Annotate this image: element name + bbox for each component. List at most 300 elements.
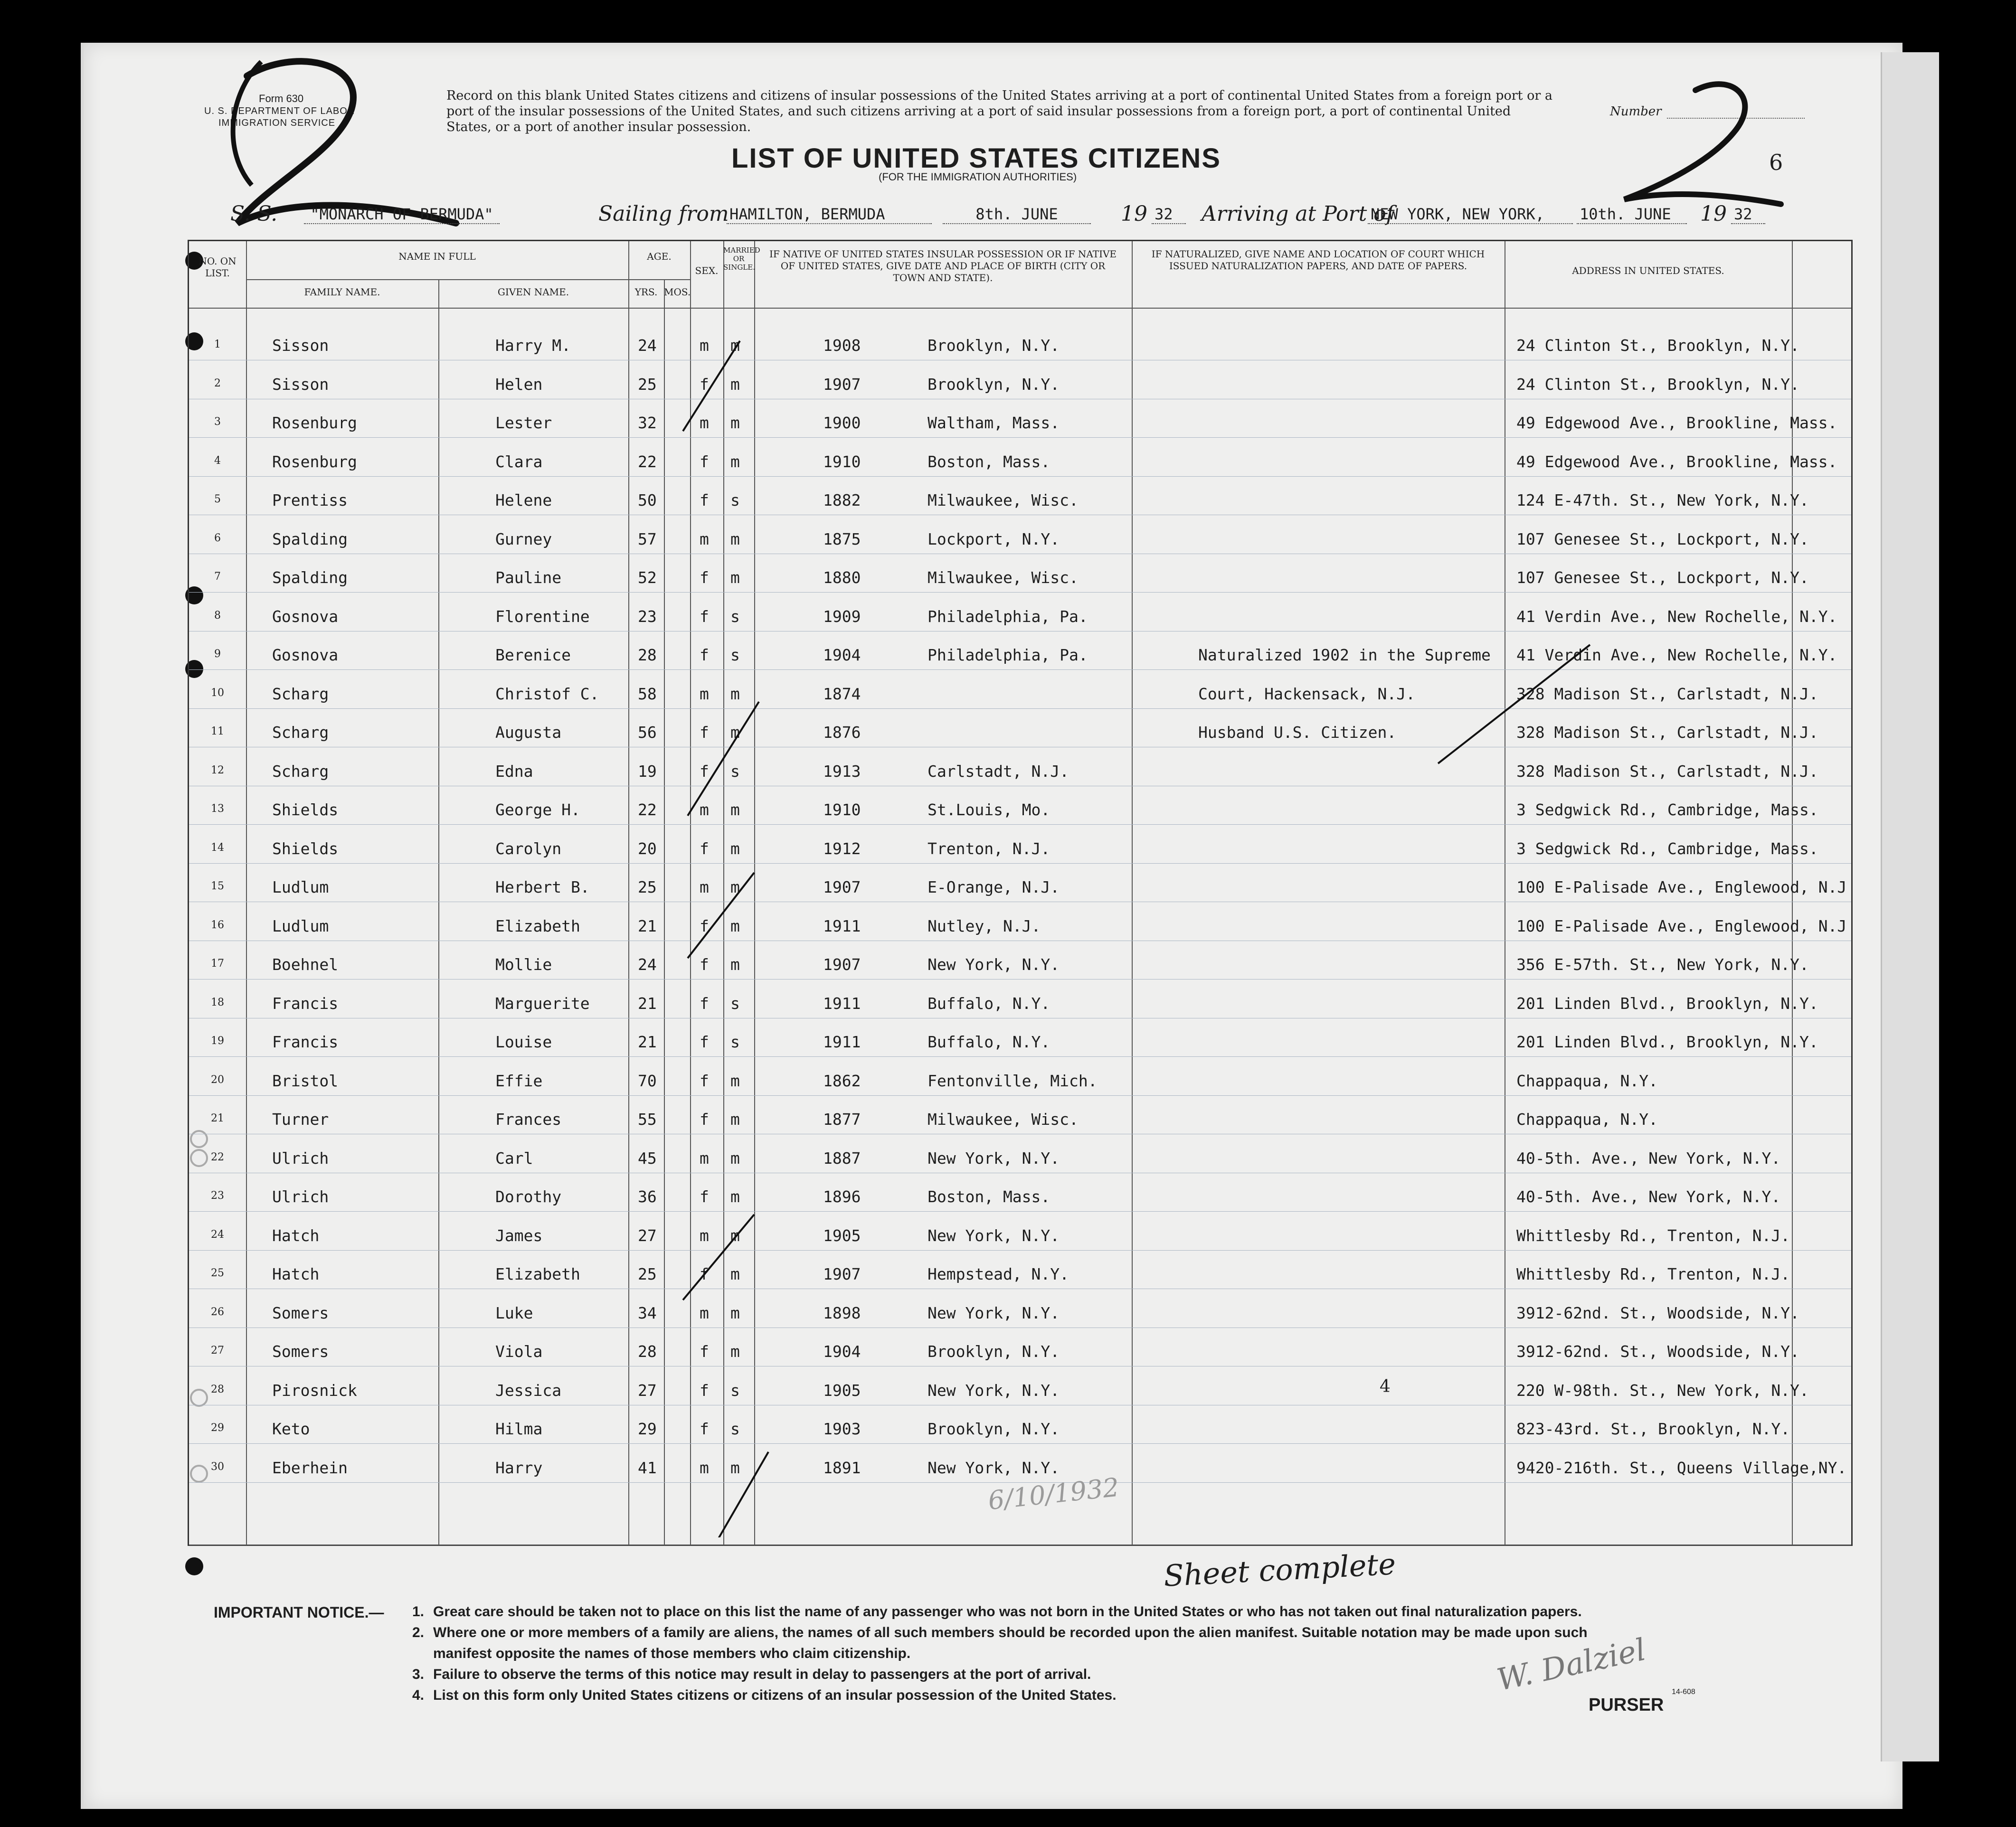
cell-year: 1907 — [823, 878, 861, 896]
cell-addr: Whittlesby Rd., Trenton, N.J. — [1516, 1226, 1790, 1245]
cell-given: Helen — [495, 375, 543, 394]
header-sex: SEX. — [695, 265, 719, 276]
cell-year: 1907 — [823, 375, 861, 394]
cell-addr: 201 Linden Blvd., Brooklyn, N.Y. — [1516, 994, 1818, 1013]
cell-sex: f — [700, 568, 709, 587]
cell-addr: 328 Madison St., Carlstadt, N.J. — [1516, 684, 1818, 703]
cell-family: Francis — [272, 1033, 339, 1051]
row-number: 18 — [211, 996, 224, 1008]
cell-place: New York, N.Y. — [928, 1458, 1060, 1477]
cell-given: Harry M. — [495, 336, 571, 355]
cell-family: Hatch — [272, 1226, 320, 1245]
sailing-from-label: Sailing from — [598, 202, 729, 226]
cell-given: Christof C. — [495, 684, 599, 703]
row-number: 1 — [214, 339, 221, 350]
row-rule — [189, 476, 1851, 477]
cell-year: 1896 — [823, 1187, 861, 1206]
cell-family: Scharg — [272, 684, 329, 703]
cell-place: Buffalo, N.Y. — [928, 994, 1051, 1013]
cell-place: Lockport, N.Y. — [928, 529, 1060, 548]
row-number: 30 — [211, 1460, 224, 1473]
cell-given: James — [495, 1226, 543, 1245]
cell-ms: s — [730, 491, 740, 509]
service-name: IMMIGRATION SERVICE — [218, 118, 336, 128]
cell-addr: 107 Genesee St., Lockport, N.Y. — [1516, 529, 1809, 548]
row-number: 9 — [214, 648, 221, 660]
cell-given: Effie — [495, 1071, 543, 1090]
cell-age: 24 — [638, 955, 657, 974]
purser-signature: W. Dalziel — [1494, 1632, 1649, 1698]
cell-ms: s — [730, 1381, 740, 1400]
cell-place: Milwaukee, Wisc. — [928, 1110, 1079, 1129]
cell-age: 21 — [638, 1033, 657, 1051]
cell-ms: m — [730, 800, 740, 819]
row-number: 12 — [211, 764, 224, 776]
cell-year: 1903 — [823, 1420, 861, 1438]
arrival-year: 32 — [1731, 205, 1765, 224]
cell-sex: f — [700, 491, 709, 509]
cell-addr: Chappaqua, N.Y. — [1516, 1110, 1658, 1129]
cell-addr: 100 E-Palisade Ave., Englewood, N.J — [1516, 878, 1847, 896]
cell-addr: 41 Verdin Ave., New Rochelle, N.Y. — [1516, 607, 1837, 626]
cell-family: Scharg — [272, 723, 329, 742]
check-marks — [678, 312, 773, 1537]
cell-ms: m — [730, 529, 740, 548]
cell-family: Spalding — [272, 568, 348, 587]
cell-given: Gurney — [495, 529, 552, 548]
cell-place: Trenton, N.J. — [928, 839, 1051, 858]
cell-sex: f — [700, 1420, 709, 1438]
cell-sex: m — [700, 1149, 709, 1168]
row-number: 14 — [211, 841, 224, 854]
cell-ms: m — [730, 1110, 740, 1129]
cell-sex: m — [700, 800, 709, 819]
header-birth: IF NATIVE OF UNITED STATES INSULAR POSSESSION OR IF NATIVE OF UNITED STATES, GIVE DATE AND PLACE OF BIRTH (CITY OR TOWN AND STATE). — [769, 248, 1117, 283]
cell-family: Rosenburg — [272, 452, 357, 471]
notice-item-text: List on this form only United States citizens or citizens of an insular possession of the United States. — [433, 1687, 1117, 1703]
cell-place: Milwaukee, Wisc. — [928, 491, 1079, 509]
form-instructions: Record on this blank United States citizens and citizens of insular possessions of the United States arriving at a port of continental United States from a foreign port or a port of the insular possessions of the United States, and such citizens arriving at a port of said insular possessions from a foreign port, a port of continental United States, or a port of another insular possession. — [446, 88, 1552, 134]
cell-sex: f — [700, 1033, 709, 1051]
notice-heading: IMPORTANT NOTICE.— — [214, 1604, 384, 1621]
notice-item-number: 3. — [412, 1667, 425, 1682]
arrival-port: NEW YORK, NEW YORK, — [1368, 205, 1573, 224]
cell-age: 24 — [638, 336, 657, 355]
cell-sex: f — [700, 916, 709, 935]
row-number: 22 — [211, 1151, 224, 1163]
cell-place: New York, N.Y. — [928, 955, 1060, 974]
cell-family: Prentiss — [272, 491, 348, 509]
cell-family: Turner — [272, 1110, 329, 1129]
departure-port: HAMILTON, BERMUDA — [727, 205, 932, 224]
cell-year: 1904 — [823, 1342, 861, 1361]
cell-age: 21 — [638, 916, 657, 935]
cell-family: Ulrich — [272, 1149, 329, 1168]
cell-ms: m — [730, 452, 740, 471]
cell-addr: 124 E-47th. St., New York, N.Y. — [1516, 491, 1809, 509]
cell-family: Ludlum — [272, 916, 329, 935]
cell-given: Helene — [495, 491, 552, 509]
cell-ms: m — [730, 1226, 740, 1245]
cell-given: Elizabeth — [495, 916, 580, 935]
cell-addr: 328 Madison St., Carlstadt, N.J. — [1516, 762, 1818, 781]
cell-addr: Chappaqua, N.Y. — [1516, 1071, 1658, 1090]
cell-age: 27 — [638, 1381, 657, 1400]
cell-ms: s — [730, 646, 740, 664]
row-number: 10 — [211, 687, 224, 699]
cell-addr: Whittlesby Rd., Trenton, N.J. — [1516, 1265, 1790, 1283]
cell-year: 1875 — [823, 529, 861, 548]
departure-date: 8th. JUNE — [943, 205, 1091, 224]
cell-place: Brooklyn, N.Y. — [928, 336, 1060, 355]
cell-place: Carlstadt, N.J. — [928, 762, 1070, 781]
cell-ms: m — [730, 916, 740, 935]
cell-place: Philadelphia, Pa. — [928, 646, 1088, 664]
date-stamp: 6/10/1932 — [986, 1472, 1121, 1516]
header-name-in-full: NAME IN FULL — [398, 251, 476, 262]
cell-place: Philadelphia, Pa. — [928, 607, 1088, 626]
cell-ms: m — [730, 878, 740, 896]
cell-year: 1876 — [823, 723, 861, 742]
cell-family: Spalding — [272, 529, 348, 548]
cell-family: Eberhein — [272, 1458, 348, 1477]
row-number: 15 — [211, 880, 224, 892]
cell-age: 19 — [638, 762, 657, 781]
cell-sex: f — [700, 839, 709, 858]
cell-nat: Husband U.S. Citizen. — [1198, 723, 1397, 742]
cell-sex: m — [700, 414, 709, 432]
cell-place: New York, N.Y. — [928, 1149, 1060, 1168]
header-given-name: GIVEN NAME. — [497, 286, 569, 298]
cell-age: 50 — [638, 491, 657, 509]
cell-ms: s — [730, 994, 740, 1013]
naturalization-check-mark — [1433, 635, 1595, 768]
cell-age: 41 — [638, 1458, 657, 1477]
cell-age: 58 — [638, 684, 657, 703]
row-rule — [189, 592, 1851, 593]
cell-family: Keto — [272, 1420, 310, 1438]
row-rule — [189, 1250, 1851, 1251]
arrival-date: 10th. JUNE — [1577, 205, 1687, 224]
cell-place: New York, N.Y. — [928, 1381, 1060, 1400]
sheet-number: 6 — [1769, 150, 1783, 175]
cell-nat: Naturalized 1902 in the Supreme — [1198, 646, 1491, 664]
header-months: MOS. — [664, 286, 691, 298]
row-rule — [189, 708, 1851, 709]
cell-ms: m — [730, 1265, 740, 1283]
cell-addr: 356 E-57th. St., New York, N.Y. — [1516, 955, 1809, 974]
cell-given: Lester — [495, 414, 552, 432]
cell-nat: Court, Hackensack, N.J. — [1198, 684, 1415, 703]
cell-family: Shields — [272, 800, 339, 819]
cell-year: 1882 — [823, 491, 861, 509]
cell-given: Edna — [495, 762, 533, 781]
cell-age: 25 — [638, 878, 657, 896]
cell-addr: 24 Clinton St., Brooklyn, N.Y. — [1516, 336, 1800, 355]
cell-addr: 3912-62nd. St., Woodside, N.Y. — [1516, 1342, 1800, 1361]
cell-year: 1911 — [823, 1033, 861, 1051]
cell-given: Berenice — [495, 646, 571, 664]
arrival-year-prefix: 19 — [1700, 202, 1727, 226]
row-rule — [189, 1443, 1851, 1444]
cell-family: Sisson — [272, 375, 329, 394]
header-age: AGE. — [647, 251, 672, 262]
cell-place: Brooklyn, N.Y. — [928, 1342, 1060, 1361]
cell-year: 1891 — [823, 1458, 861, 1477]
cell-family: Ulrich — [272, 1187, 329, 1206]
cell-sex: f — [700, 955, 709, 974]
row-number: 11 — [211, 725, 224, 737]
row-number: 2 — [214, 377, 221, 389]
cell-sex: f — [700, 375, 709, 394]
header-married-single: MARRIED OR SINGLE. — [723, 246, 760, 272]
cell-addr: 24 Clinton St., Brooklyn, N.Y. — [1516, 375, 1800, 394]
cell-sex: f — [700, 994, 709, 1013]
row-number: 19 — [211, 1035, 224, 1047]
cell-sex: f — [700, 1342, 709, 1361]
cell-addr: 220 W-98th. St., New York, N.Y. — [1516, 1381, 1809, 1400]
ship-name: "MONARCH OF BERMUDA" — [304, 205, 500, 224]
cell-year: 1874 — [823, 684, 861, 703]
row-rule — [189, 1211, 1851, 1212]
row-number: 17 — [211, 958, 224, 970]
cell-given: Clara — [495, 452, 543, 471]
cell-sex: m — [700, 684, 709, 703]
cell-year: 1904 — [823, 646, 861, 664]
cell-year: 1880 — [823, 568, 861, 587]
row-number: 21 — [211, 1112, 224, 1124]
cell-given: Elizabeth — [495, 1265, 580, 1283]
row-number: 28 — [211, 1383, 224, 1395]
cell-place: Brooklyn, N.Y. — [928, 1420, 1060, 1438]
cell-ms: s — [730, 607, 740, 626]
passenger-table — [188, 240, 1853, 1546]
cell-age: 25 — [638, 1265, 657, 1283]
cell-given: Louise — [495, 1033, 552, 1051]
cell-addr: 40-5th. Ave., New York, N.Y. — [1516, 1187, 1781, 1206]
cell-age: 28 — [638, 1342, 657, 1361]
cell-place: Fentonville, Mich. — [928, 1071, 1098, 1090]
page-title: LIST OF UNITED STATES CITIZENS — [731, 143, 1221, 174]
cell-year: 1900 — [823, 414, 861, 432]
cell-age: 56 — [638, 723, 657, 742]
cell-age: 45 — [638, 1149, 657, 1168]
cell-place: New York, N.Y. — [928, 1303, 1060, 1322]
cell-sex: m — [700, 336, 709, 355]
cell-year: 1911 — [823, 994, 861, 1013]
cell-family: Boehnel — [272, 955, 339, 974]
cell-given: Luke — [495, 1303, 533, 1322]
cell-given: Mollie — [495, 955, 552, 974]
cell-addr: 9420-216th. St., Queens Village,NY. — [1516, 1458, 1847, 1477]
cell-age: 22 — [638, 800, 657, 819]
cell-ms: m — [730, 1187, 740, 1206]
cell-given: Dorothy — [495, 1187, 562, 1206]
cell-family: Bristol — [272, 1071, 339, 1090]
row-number: 4 — [214, 454, 221, 467]
cell-age: 27 — [638, 1226, 657, 1245]
cell-age: 52 — [638, 568, 657, 587]
cell-sex: m — [700, 1303, 709, 1322]
cell-sex: f — [700, 762, 709, 781]
cell-place: Milwaukee, Wisc. — [928, 568, 1079, 587]
cell-year: 1911 — [823, 916, 861, 935]
form-number: Form 630 — [259, 93, 304, 104]
row-rule — [189, 437, 1851, 438]
cell-place: New York, N.Y. — [928, 1226, 1060, 1245]
row-number: 3 — [214, 416, 221, 428]
row-rule — [189, 1095, 1851, 1096]
cell-age: 20 — [638, 839, 657, 858]
row-number: 8 — [214, 609, 221, 622]
departure-year-prefix: 19 — [1121, 202, 1147, 226]
cell-year: 1912 — [823, 839, 861, 858]
cell-family: Somers — [272, 1303, 329, 1322]
cell-year: 1905 — [823, 1226, 861, 1245]
cell-given: Viola — [495, 1342, 543, 1361]
cell-given: Herbert B. — [495, 878, 590, 896]
cell-given: Frances — [495, 1110, 562, 1129]
cell-given: Carolyn — [495, 839, 562, 858]
cell-year: 1909 — [823, 607, 861, 626]
cell-ms: m — [730, 568, 740, 587]
form-code: 14-608 — [1672, 1688, 1695, 1696]
cell-ms: m — [730, 955, 740, 974]
row-number: 24 — [211, 1228, 224, 1241]
cell-given: Florentine — [495, 607, 590, 626]
cell-place: Waltham, Mass. — [928, 414, 1060, 432]
header-years: YRS. — [634, 286, 658, 298]
row-number: 27 — [211, 1345, 224, 1356]
row-rule — [189, 824, 1851, 825]
cell-family: Rosenburg — [272, 414, 357, 432]
cell-year: 1905 — [823, 1381, 861, 1400]
cell-year: 1908 — [823, 336, 861, 355]
cell-sex: f — [700, 1187, 709, 1206]
purser-label: PURSER — [1589, 1695, 1664, 1715]
header-naturalization: IF NATURALIZED, GIVE NAME AND LOCATION OF COURT WHICH ISSUED NATURALIZATION PAPERS, AND DATE OF PAPERS. — [1151, 248, 1485, 272]
cell-sex: f — [700, 452, 709, 471]
cell-age: 36 — [638, 1187, 657, 1206]
notice-item-text-continued: manifest opposite the names of those members who claim citizenship. — [433, 1646, 911, 1661]
row-rule — [189, 1056, 1851, 1057]
cell-addr: 201 Linden Blvd., Brooklyn, N.Y. — [1516, 1033, 1818, 1051]
cell-ms: s — [730, 762, 740, 781]
cell-age: 21 — [638, 994, 657, 1013]
cell-place: Buffalo, N.Y. — [928, 1033, 1051, 1051]
cell-family: Somers — [272, 1342, 329, 1361]
header-no: NO. ON LIST. — [199, 255, 237, 279]
cell-age: 57 — [638, 529, 657, 548]
cell-sex: f — [700, 646, 709, 664]
cell-given: Jessica — [495, 1381, 562, 1400]
row-number: 6 — [214, 532, 221, 544]
arriving-label: Arriving at Port of — [1202, 202, 1394, 226]
notice-item-number: 2. — [412, 1625, 425, 1640]
row-number: 16 — [211, 919, 224, 931]
handwritten-numeral-right — [1605, 76, 1795, 218]
cell-given: George H. — [495, 800, 580, 819]
cell-family: Pirosnick — [272, 1381, 357, 1400]
cell-addr: 3912-62nd. St., Woodside, N.Y. — [1516, 1303, 1800, 1322]
cell-addr: 3 Sedgwick Rd., Cambridge, Mass. — [1516, 800, 1818, 819]
cell-addr: 823-43rd. St., Brooklyn, N.Y. — [1516, 1420, 1790, 1438]
cell-sex: f — [700, 607, 709, 626]
cell-addr: 107 Genesee St., Lockport, N.Y. — [1516, 568, 1809, 587]
cell-sex: f — [700, 1381, 709, 1400]
cell-ms: m — [730, 1071, 740, 1090]
header-family-name: FAMILY NAME. — [304, 286, 380, 298]
cell-family: Francis — [272, 994, 339, 1013]
cell-family: Sisson — [272, 336, 329, 355]
cell-year: 1898 — [823, 1303, 861, 1322]
cell-given: Hilma — [495, 1420, 543, 1438]
cell-year: 1862 — [823, 1071, 861, 1090]
cell-family: Shields — [272, 839, 339, 858]
notice-item-text: Where one or more members of a family are aliens, the names of all such members should be recorded upon the alien manifest. Suitable notation may be made upon such — [433, 1625, 1588, 1640]
row-number: 5 — [214, 493, 221, 505]
cell-ms: m — [730, 684, 740, 703]
cell-place: E-Orange, N.J. — [928, 878, 1060, 896]
cell-year: 1913 — [823, 762, 861, 781]
cell-family: Gosnova — [272, 646, 339, 664]
cell-age: 25 — [638, 375, 657, 394]
cell-sex: m — [700, 529, 709, 548]
notice-item-number: 4. — [412, 1687, 425, 1703]
binder-hole — [185, 1557, 203, 1575]
notice-item-text: Great care should be taken not to place on this list the name of any passenger who was not born in the United States or who has not taken out final naturalization papers. — [433, 1604, 1582, 1620]
cell-given: Harry — [495, 1458, 543, 1477]
cell-ms: m — [730, 375, 740, 394]
row-rule — [189, 669, 1851, 670]
underlying-sheet-edge — [1881, 52, 1939, 1761]
cell-place: Hempstead, N.Y. — [928, 1265, 1070, 1283]
cell-given: Augusta — [495, 723, 562, 742]
cell-place: Boston, Mass. — [928, 452, 1051, 471]
row-number: 29 — [211, 1422, 224, 1434]
row-number: 7 — [214, 571, 221, 583]
cell-ms: m — [730, 1458, 740, 1477]
cell-family: Scharg — [272, 762, 329, 781]
cell-addr: 49 Edgewood Ave., Brookline, Mass. — [1516, 452, 1837, 471]
cell-age: 23 — [638, 607, 657, 626]
cell-addr: 49 Edgewood Ave., Brookline, Mass. — [1516, 414, 1837, 432]
header-address: ADDRESS IN UNITED STATES. — [1572, 265, 1724, 276]
cell-year: 1877 — [823, 1110, 861, 1129]
row-number: 13 — [211, 803, 224, 815]
cell-year: 1907 — [823, 1265, 861, 1283]
row-number: 25 — [211, 1267, 224, 1279]
departure-year: 32 — [1152, 205, 1186, 224]
cell-place: Brooklyn, N.Y. — [928, 375, 1060, 394]
row-number: 20 — [211, 1074, 224, 1086]
ss-label: S. S. — [230, 202, 278, 226]
cell-sex: m — [700, 1458, 709, 1477]
page-subtitle: (FOR THE IMMIGRATION AUTHORITIES) — [879, 171, 1077, 183]
cell-given: Pauline — [495, 568, 562, 587]
cell-addr: 100 E-Palisade Ave., Englewood, N.J — [1516, 916, 1847, 935]
cell-ms: m — [730, 839, 740, 858]
notice-item-number: 1. — [412, 1604, 425, 1620]
cell-age: 22 — [638, 452, 657, 471]
cell-addr: 3 Sedgwick Rd., Cambridge, Mass. — [1516, 839, 1818, 858]
cell-ms: m — [730, 414, 740, 432]
number-label: Number — [1610, 104, 1662, 119]
cell-given: Marguerite — [495, 994, 590, 1013]
cell-age: 55 — [638, 1110, 657, 1129]
cell-family: Ludlum — [272, 878, 329, 896]
cell-place: Nutley, N.J. — [928, 916, 1041, 935]
